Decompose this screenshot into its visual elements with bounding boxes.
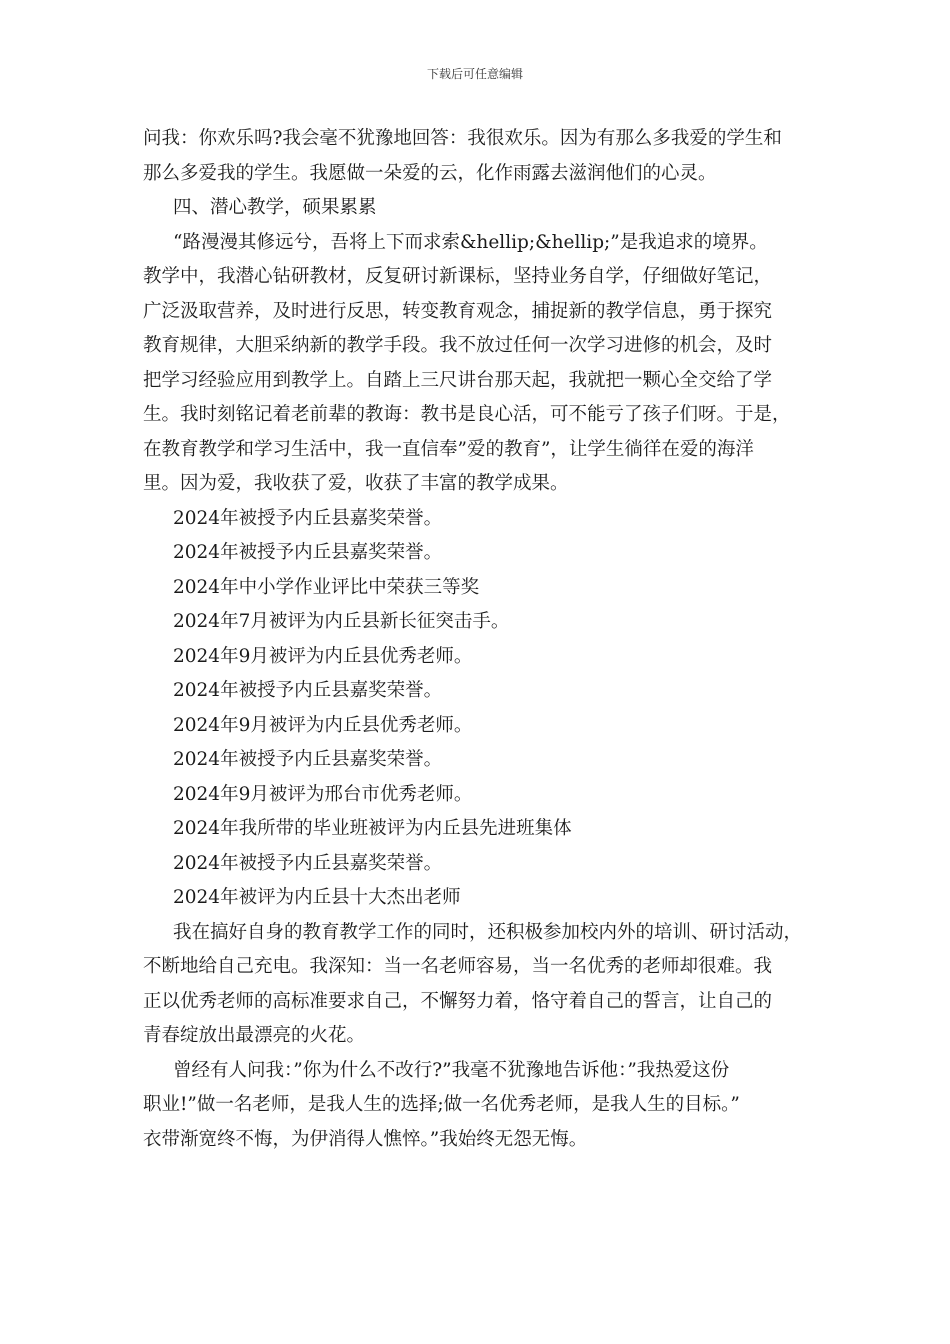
text-line: 2024年被授予内丘县嘉奖荣誉。	[173, 680, 443, 701]
text-line: 2024年被评为内丘县十大杰出老师	[173, 887, 461, 908]
document-body	[143, 122, 810, 1157]
text-line: 正以优秀老师的高标准要求自己，不懈努力着，恪守着自己的誓言，让自己的	[143, 990, 773, 1012]
text-line: 2024年9月被评为邢台市优秀老师。	[173, 783, 473, 805]
text-line: 2024年被授予内丘县嘉奖荣誉。	[173, 852, 443, 874]
text-line: 2024年9月被评为内丘县优秀老师。	[173, 645, 473, 667]
text-line: 2024年被授予内丘县嘉奖荣誉。	[173, 749, 443, 770]
text-line: 2024年9月被评为内丘县优秀老师。	[173, 714, 473, 736]
text-line: 我在搞好自身的教育教学工作的同时，还积极参加校内外的培训、研讨活动，	[173, 921, 803, 943]
text-line: 2024年7月被评为内丘县新长征突击手。	[173, 611, 510, 632]
text-line: 职业!”做一名老师，是我人生的选择;做一名优秀老师，是我人生的目标。”	[143, 1094, 740, 1115]
text-line: 在教育教学和学习生活中，我一直信奉”爱的教育”，让学生徜徉在爱的海洋	[143, 438, 754, 460]
text-line: 四、潜心教学，硕果累累	[173, 197, 377, 218]
text-line: 教育规律，大胆采纳新的教学手段。我不放过任何一次学习进修的机会，及时	[143, 335, 773, 356]
text-line: 把学习经验应用到教学上。自踏上三尺讲台那天起，我就把一颗心全交给了学	[143, 369, 773, 391]
text-line: 青春绽放出最漂亮的火花。	[143, 1025, 366, 1046]
text-line: 2024年我所带的毕业班被评为内丘县先进班集体	[173, 818, 572, 839]
page-header: 下载后可任意编辑	[426, 67, 523, 81]
text-line: 里。因为爱，我收获了爱，收获了丰富的教学成果。	[143, 473, 569, 494]
text-line: “路漫漫其修远兮，吾将上下而求索&hellip;&hellip;”是我追求的境界。	[173, 231, 768, 253]
text-line: 曾经有人问我：”你为什么不改行?”我毫不犹豫地告诉他：”我热爱这份	[173, 1059, 730, 1081]
text-line: 生。我时刻铭记着老前辈的教诲：教书是良心活，可不能亏了孩子们呀。于是，	[143, 404, 791, 425]
text-line: 教学中，我潜心钻研教材，反复研讨新课标，坚持业务自学，仔细做好笔记，	[143, 266, 773, 287]
text-line: 广泛汲取营养，及时进行反思，转变教育观念，捕捉新的教学信息，勇于探究	[143, 300, 773, 322]
text-line: 2024年中小学作业评比中荣获三等奖	[173, 576, 480, 598]
text-line: 不断地给自己充电。我深知：当一名老师容易，当一名优秀的老师却很难。我	[143, 956, 773, 977]
text-line: 2024年被授予内丘县嘉奖荣誉。	[173, 507, 443, 529]
text-line: 问我：你欢乐吗?我会毫不犹豫地回答：我很欢乐。因为有那么多我爱的学生和	[143, 128, 782, 149]
text-line: 那么多爱我的学生。我愿做一朵爱的云，化作雨露去滋润他们的心灵。	[143, 162, 717, 184]
text-line: 2024年被授予内丘县嘉奖荣誉。	[173, 542, 443, 563]
text-line: 衣带渐宽终不悔，为伊消得人憔悴。”我始终无怨无悔。	[143, 1128, 588, 1150]
